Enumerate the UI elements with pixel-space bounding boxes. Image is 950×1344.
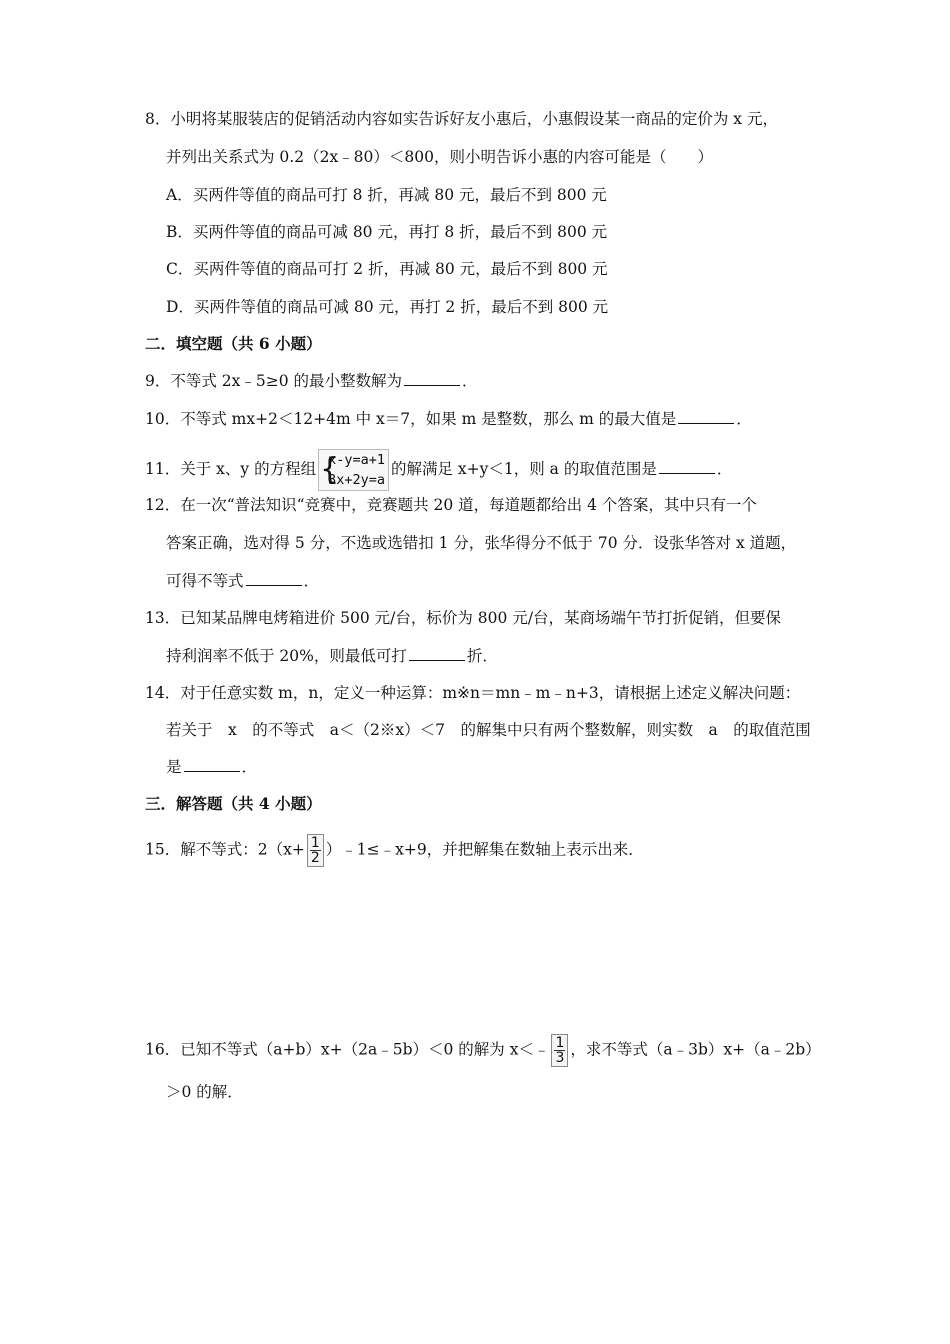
q14-answer-blank: [184, 757, 240, 772]
q11-text-2: 的解满足 x+y＜1，则 a 的取值范围是: [390, 460, 657, 478]
q10-answer-blank: [678, 409, 734, 424]
q8-line1: 8．小明将某服装店的促销活动内容如实告诉好友小惠后，小惠假设某一商品的定价为 x 元，: [145, 110, 778, 128]
q8-option-a: A．买两件等值的商品可打 8 折，再减 80 元，最后不到 800 元: [166, 186, 607, 204]
q15: [145, 834, 644, 867]
q13-text: 持利润率不低于 20%，则最低可打: [166, 647, 407, 665]
q11: [145, 449, 732, 491]
q14-line3: [166, 756, 257, 778]
q11-equation-system: [318, 449, 389, 491]
q14-line2: 若关于 x 的不等式 a＜（2※x）＜7 的解集中只有两个整数解，则实数 a 的取值范围: [166, 721, 811, 739]
q16-text: 16．已知不等式（a+b）x+（2a﹣5b）＜0 的解为 x＜﹣: [145, 1040, 550, 1059]
q13-line1: 13．已知某品牌电烤箱进价 500 元/台，标价为 800 元/台，某商场端午节打折促销，但要保: [145, 609, 782, 627]
q11-equation-1: x-y=a+1: [328, 452, 385, 468]
q10: [145, 408, 752, 430]
q8-line2: 并列出关系式为 0.2（2x﹣80）＜800，则小明告诉小惠的内容可能是（ ）: [166, 148, 713, 166]
q16-fraction-numerator: 1: [555, 1035, 565, 1051]
q16-fraction: [551, 1034, 568, 1067]
q15-fraction-denominator: 2: [310, 850, 320, 866]
q9-end: ．: [462, 372, 478, 390]
q15-text-2: ）﹣1≤﹣x+9，并把解集在数轴上表示出来．: [325, 840, 644, 859]
q10-end: ．: [736, 410, 752, 428]
q11-end: ．: [716, 460, 733, 478]
q15-fraction: [307, 834, 324, 867]
q12-line1: 12．在一次“普法知识“竞赛中，竞赛题共 20 道，每道题都给出 4 个答案，其中只有一个: [145, 496, 757, 514]
left-brace-icon: {: [320, 452, 340, 487]
q16-fraction-denominator: 3: [555, 1050, 565, 1066]
q16-line1: [145, 1034, 821, 1067]
q8-option-b: B．买两件等值的商品可减 80 元，再打 8 折，最后不到 800 元: [166, 223, 608, 241]
q12-answer-blank: [246, 571, 302, 586]
q14-line1: 14．对于任意实数 m，n，定义一种运算：m※n＝mn﹣m﹣n+3，请根据上述定义解决问题：: [145, 684, 801, 702]
q9-answer-blank: [404, 371, 460, 386]
q11-equation-2: 3x+2y=a: [328, 472, 385, 488]
q11-answer-blank: [659, 459, 715, 474]
section-fill-in-heading: 二．填空题（共 6 小题）: [145, 334, 322, 353]
q16-text-2: ，求不等式（a﹣3b）x+（a﹣2b）: [570, 1040, 821, 1059]
q11-text: 11．关于 x、y 的方程组: [145, 460, 317, 478]
q14-text: 是: [166, 758, 182, 776]
q14-end: ．: [241, 758, 258, 776]
section-solve-heading: 三．解答题（共 4 小题）: [145, 794, 322, 813]
q12-end: ．: [303, 572, 320, 590]
q13-answer-blank: [409, 646, 465, 661]
q10-text: 10．不等式 mx+2＜12+4m 中 x＝7，如果 m 是整数，那么 m 的最大值是: [145, 410, 677, 428]
q9: [145, 370, 478, 392]
q15-text: 15．解不等式：2（x+: [145, 840, 305, 859]
q12-text: 可得不等式: [166, 572, 244, 590]
q8-option-c: C．买两件等值的商品可打 2 折，再减 80 元，最后不到 800 元: [166, 260, 608, 278]
q15-fraction-numerator: 1: [310, 835, 320, 851]
q8-option-d: D．买两件等值的商品可减 80 元，再打 2 折，最后不到 800 元: [166, 298, 609, 316]
q12-line3: [166, 570, 319, 592]
q13-end: 折．: [466, 647, 498, 665]
q16-line2: ＞0 的解．: [166, 1083, 243, 1101]
q13-line2: [166, 645, 498, 667]
q9-text: 9．不等式 2x﹣5≥0 的最小整数解为: [145, 372, 403, 390]
q12-line2: 答案正确，选对得 5 分，不选或选错扣 1 分，张华得分不低于 70 分．设张华答对 x 道题，: [166, 534, 797, 552]
